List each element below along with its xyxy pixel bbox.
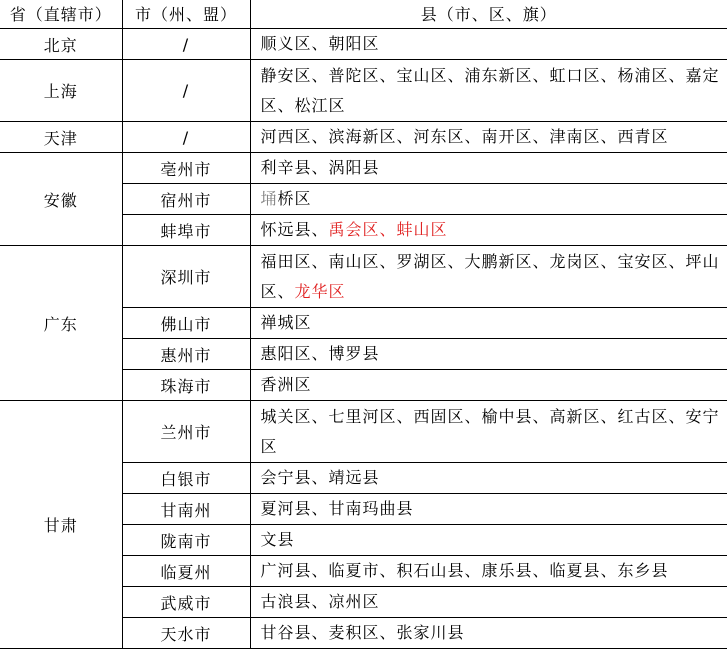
county-cell xyxy=(250,525,727,556)
county-text: 怀远县、 xyxy=(260,220,329,239)
county-text: 顺义区、朝阳区 xyxy=(260,34,380,53)
county-cell xyxy=(250,246,727,308)
highlighted-county-text: 龙华区 xyxy=(294,281,346,301)
province-cell: 甘肃 xyxy=(0,401,122,649)
city-cell: 临夏州 xyxy=(122,556,250,587)
county-text: 广河县、临夏市、积石山县、康乐县、临夏县、东乡县 xyxy=(260,561,669,580)
county-text: 古浪县、凉州区 xyxy=(260,592,380,611)
county-text: 惠阳区、博罗县 xyxy=(260,344,380,363)
header-province: 省（直辖市） xyxy=(0,0,122,29)
table-row xyxy=(0,60,727,122)
county-cell xyxy=(250,370,727,401)
county-text: 文县 xyxy=(260,530,295,549)
province-cell: 北京 xyxy=(0,29,122,60)
county-cell xyxy=(250,401,727,463)
county-text: 埇 xyxy=(260,189,278,208)
table-row xyxy=(0,122,727,153)
county-text: 福田区、南山区、罗湖区、大鹏新区、龙岗区、宝安区、坪山区、 xyxy=(260,251,720,301)
table-row xyxy=(0,29,727,60)
county-text: 城关区、七里河区、西固区、榆中县、高新区、红古区、安宁区 xyxy=(260,406,720,456)
county-text: 静安区、普陀区、宝山区、浦东新区、虹口区、杨浦区、嘉定区、松江区 xyxy=(260,65,720,115)
header-row xyxy=(0,0,727,29)
county-cell xyxy=(250,308,727,339)
city-cell: 珠海市 xyxy=(122,370,250,401)
county-text: 桥区 xyxy=(277,189,312,208)
county-cell xyxy=(250,215,727,246)
province-cell: 广东 xyxy=(0,246,122,401)
city-cell: 深圳市 xyxy=(122,246,250,308)
header-county: 县（市、区、旗） xyxy=(250,0,727,29)
county-cell xyxy=(250,29,727,60)
county-cell xyxy=(250,122,727,153)
county-text: 夏河县、甘南玛曲县 xyxy=(260,499,414,518)
city-cell: / xyxy=(122,29,250,60)
city-cell: 佛山市 xyxy=(122,308,250,339)
table-row xyxy=(0,153,727,184)
county-cell xyxy=(250,153,727,184)
province-cell: 上海 xyxy=(0,60,122,122)
county-cell xyxy=(250,556,727,587)
table-row xyxy=(0,401,727,463)
city-cell: / xyxy=(122,122,250,153)
city-cell: 天水市 xyxy=(122,618,250,649)
city-cell: 蚌埠市 xyxy=(122,215,250,246)
city-cell: 白银市 xyxy=(122,463,250,494)
city-cell: 武威市 xyxy=(122,587,250,618)
county-cell xyxy=(250,60,727,122)
county-cell xyxy=(250,618,727,649)
table-row xyxy=(0,246,727,308)
county-text: 禅城区 xyxy=(260,313,312,332)
county-cell xyxy=(250,463,727,494)
city-cell: 宿州市 xyxy=(122,184,250,215)
header-city: 市（州、盟） xyxy=(122,0,250,29)
city-cell: / xyxy=(122,60,250,122)
county-text: 利辛县、涡阳县 xyxy=(260,158,380,177)
city-cell: 惠州市 xyxy=(122,339,250,370)
county-text: 甘谷县、麦积区、张家川县 xyxy=(260,623,465,642)
county-text: 香洲区 xyxy=(260,375,312,394)
city-cell: 亳州市 xyxy=(122,153,250,184)
highlighted-county-text: 禹会区、蚌山区 xyxy=(328,220,448,239)
province-cell: 天津 xyxy=(0,122,122,153)
county-cell xyxy=(250,184,727,215)
county-text: 河西区、滨海新区、河东区、南开区、津南区、西青区 xyxy=(260,127,669,146)
city-cell: 陇南市 xyxy=(122,525,250,556)
county-cell xyxy=(250,587,727,618)
province-cell: 安徽 xyxy=(0,153,122,246)
county-text: 会宁县、靖远县 xyxy=(260,468,380,487)
county-cell xyxy=(250,339,727,370)
county-cell xyxy=(250,494,727,525)
city-cell: 兰州市 xyxy=(122,401,250,463)
city-cell: 甘南州 xyxy=(122,494,250,525)
